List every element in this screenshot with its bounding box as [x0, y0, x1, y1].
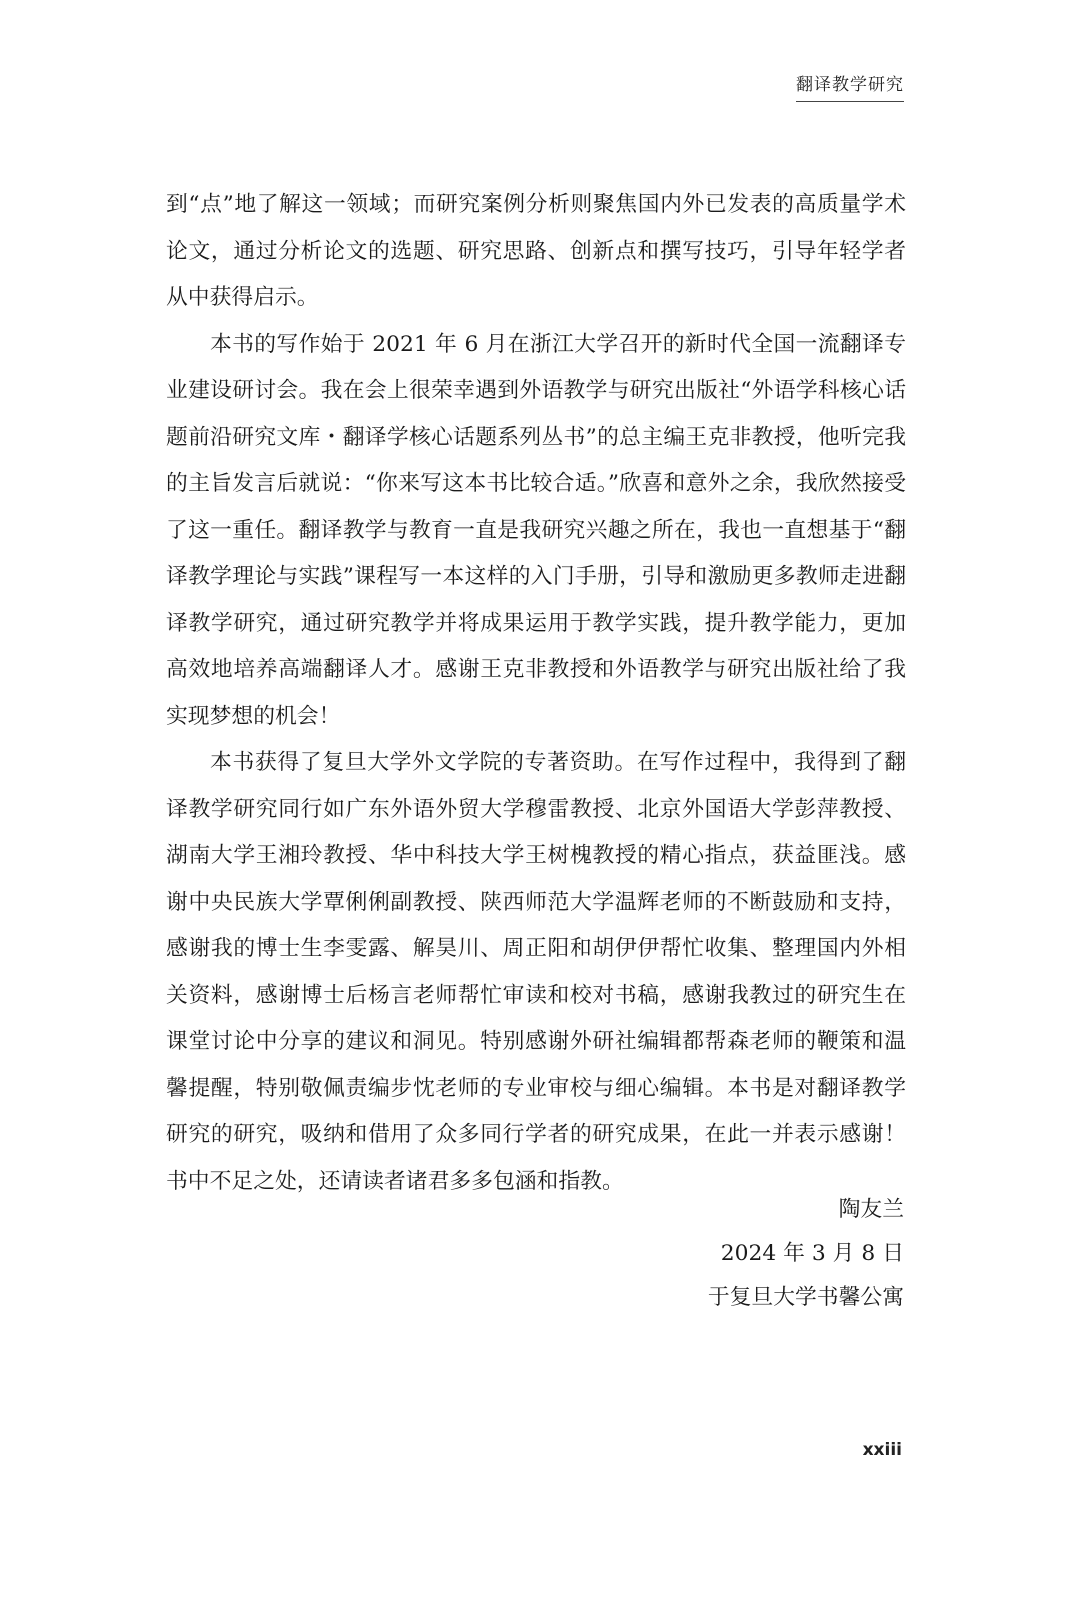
signature-place: 于复旦大学书馨公寓	[707, 1285, 904, 1310]
paragraph-writing-origin: 本书的写作始于 2021 年 6 月在浙江大学召开的新时代全国一流翻译专业建设研讨会。我在会上很荣幸遇到外语教学与研究出版社“外语学科核心话题前沿研究文库・翻译学核心话题系列丛书”的总主编王克非教授，他听完我的主旨发言后就说：“你来写这本书比较合适。”欣喜和意外之余，我欣然接受了这一重任。翻译教学与教育一直是我研究兴趣之所在，我也一直想基于“翻译教学理论与实践”课程写一本这样的入门手册，引导和激励更多教师走进翻译教学研究，通过研究教学并将成果运用于教学实践，提升教学能力，更加高效地培养高端翻译人才。感谢王克非教授和外语教学与研究出版社给了我实现梦想的机会！	[166, 331, 906, 729]
signature-block	[708, 1188, 904, 1320]
running-header-title: 翻译教学研究	[796, 70, 904, 102]
page-number: xxiii	[862, 1440, 902, 1460]
paragraph-acknowledgements: 本书获得了复旦大学外文学院的专著资助。在写作过程中，我得到了翻译教学研究同行如广东外语外贸大学穆雷教授、北京外国语大学彭萍教授、湖南大学王湘玲教授、华中科技大学王树槐教授的精心指点，获益匪浅。感谢中央民族大学覃俐俐副教授、陕西师范大学温辉老师的不断鼓励和支持，感谢我的博士生李雯露、解昊川、周正阳和胡伊伊帮忙收集、整理国内外相关资料，感谢博士后杨言老师帮忙审读和校对书稿，感谢我教过的研究生在课堂讨论中分享的建议和洞见。特别感谢外研社编辑都帮森老师的鞭策和温馨提醒，特别敬佩责编步忱老师的专业审校与细心编辑。本书是对翻译教学研究的研究，吸纳和借用了众多同行学者的研究成果，在此一并表示感谢！书中不足之处，还请读者诸君多多包涵和指教。	[166, 750, 906, 1194]
signature-date: 2024 年 3 月 8 日	[720, 1241, 904, 1266]
body-text	[166, 182, 906, 1205]
signature-author: 陶友兰	[838, 1197, 904, 1222]
paragraph-continued: 到“点”地了解这一领域；而研究案例分析则聚焦国内外已发表的高质量学术论文，通过分析论文的选题、研究思路、创新点和撰写技巧，引导年轻学者从中获得启示。	[166, 192, 906, 310]
